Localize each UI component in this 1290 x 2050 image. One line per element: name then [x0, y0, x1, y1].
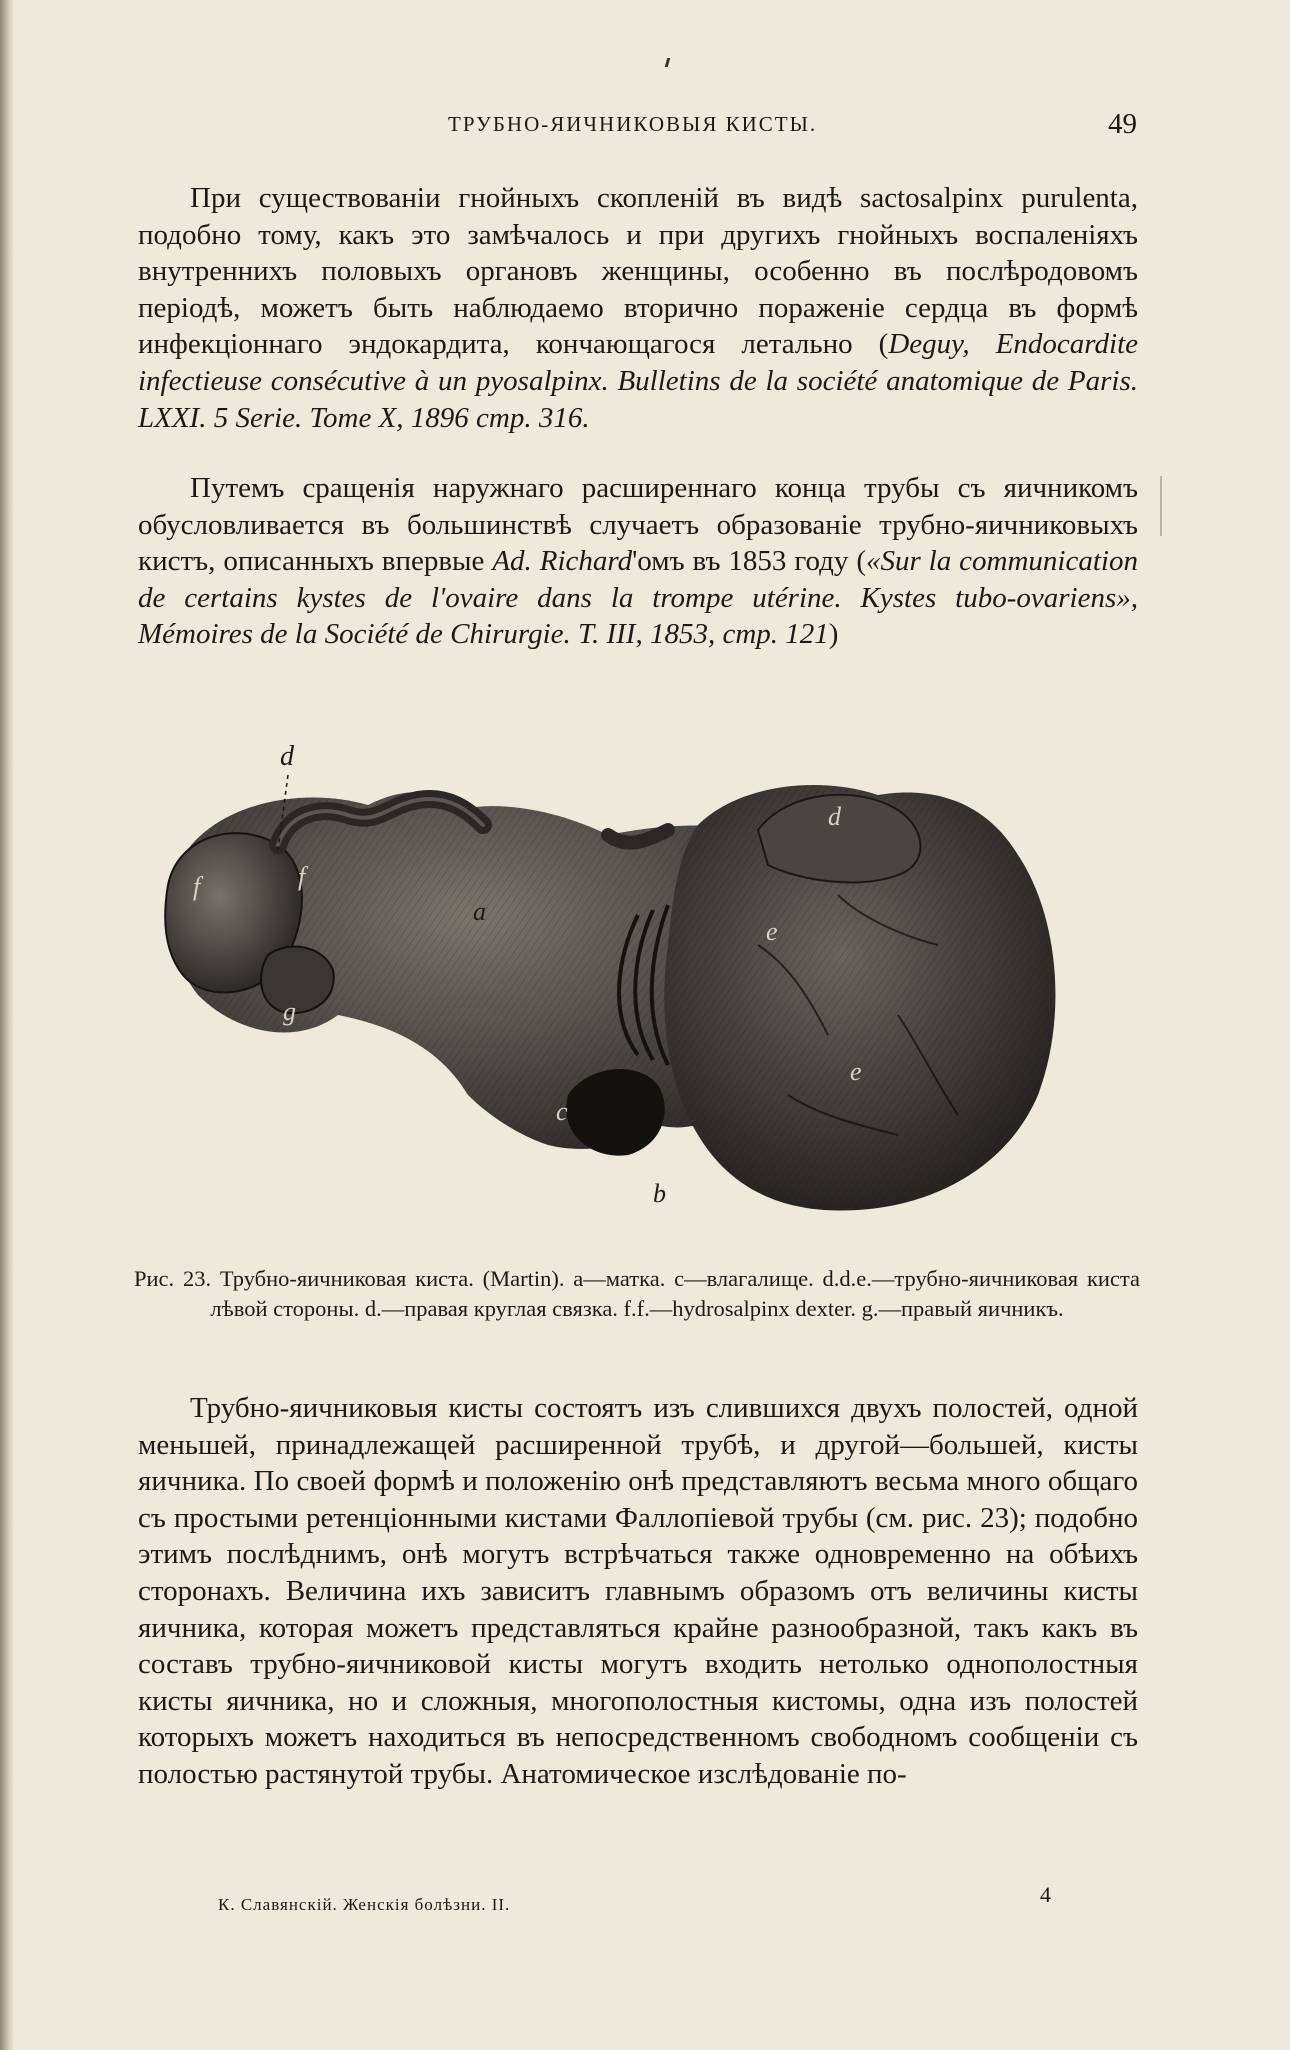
- printer-mark: [665, 58, 670, 67]
- pencil-margin-mark: [1160, 476, 1165, 536]
- paragraph-2: [138, 470, 1138, 653]
- sheet-number: 4: [1040, 1882, 1051, 1907]
- page-gutter-shadow: [0, 0, 14, 2050]
- paragraph-1-citation: Deguy, Endocardite infectieuse consécutive à un pyosalpinx. Bulletins de la société anatomique de Paris. LXXI. 5 Serie. Tome X, 1896 стр. 316.: [138, 328, 1139, 434]
- paragraph-3-text: Трубно-яичниковыя кисты состоятъ изъ слившихся двухъ полостей, одной меньшей, принадлежащей расширенной трубѣ, и другой—большей, кисты яичника. По своей формѣ и положенію онѣ представляютъ весьма много общаго съ простыми ретенціонными кистами Фаллопіевой трубы (см. рис. 23); подобно этимъ послѣднимъ, онѣ могутъ встрѣчаться также одновременно на обѣихъ сторонахъ. Величина ихъ зависитъ главнымъ образомъ отъ величины кисты яичника, которая можетъ представляться крайне разнообразной, такъ какъ въ составъ трубно-яичниковой кисты могутъ входить нетолько однополостныя кисты яичника, но и сложныя, многополостныя кистомы, одна изъ полостей которыхъ можетъ находиться въ непосредственномъ свободномъ сообщеніи съ полостью растянутой трубы. Анатомическое изслѣдованіе по-: [138, 1392, 1138, 1790]
- page-number: 49: [1108, 108, 1137, 140]
- figure-23-illustration: [138, 715, 1138, 1255]
- paragraph-2-author: Ad. Richard: [492, 545, 633, 578]
- label-f-mid: f: [298, 862, 306, 891]
- ovary: [261, 947, 334, 1014]
- paragraph-1-text: При существованіи гнойныхъ скопленій въ видѣ sactosalpinx purulenta, подобно тому, какъ это замѣчалось и при другихъ гнойныхъ воспаленіяхъ внутреннихъ половыхъ органовъ женщины, особенно въ послѣродовомъ періодѣ, можетъ быть наблюдаемо вторично пораженіе сердца въ формѣ инфекціоннаго эндокардита, кончающагося летально (: [138, 182, 1138, 361]
- footer-signature: К. Славянскій. Женскія болѣзни. II.: [218, 1895, 511, 1914]
- figure-caption: Рис. 23. Трубно-яичниковая киста. (Martin). a—матка. c—влагалище. d.d.e.—трубно-яичниковая киста лѣвой стороны. d.—правая круглая связка. f.f.—hydrosalpinx dexter. g.—правый яичникъ.: [134, 1266, 1140, 1321]
- paragraph-3: [138, 1390, 1138, 1793]
- label-e-upper: e: [766, 917, 778, 946]
- paragraph-2-citation: «Sur la communication de certains kystes de l'ovaire dans la trompe utérine. Kystes tubo-ovariens», Mémoires de la Société de Chirurgie. T. III, 1853, стр. 121: [138, 545, 1138, 651]
- label-a: a: [473, 897, 486, 926]
- label-f-left: f: [193, 872, 201, 901]
- paragraph-2-end: ): [828, 618, 839, 651]
- label-c: c: [556, 1097, 568, 1126]
- paragraph-1: [138, 180, 1138, 436]
- label-d-right: d: [828, 802, 841, 831]
- label-d-top: d: [280, 741, 294, 772]
- label-g: g: [283, 997, 296, 1026]
- running-title: ТРУБНО-ЯИЧНИКОВЫЯ КИСТЫ.: [448, 112, 818, 136]
- paragraph-2-mid: 'омъ въ 1853 году (: [632, 545, 866, 578]
- label-e-lower: e: [850, 1057, 862, 1086]
- paragraph-2-text: Путемъ сращенія наружнаго расширеннаго конца трубы съ яичникомъ обусловливается въ большинствѣ случаетъ образованіе трубно-яичниковыхъ кистъ, описанныхъ впервые: [138, 472, 1138, 578]
- label-b: b: [653, 1179, 666, 1208]
- specimen-engraving: [138, 715, 1138, 1255]
